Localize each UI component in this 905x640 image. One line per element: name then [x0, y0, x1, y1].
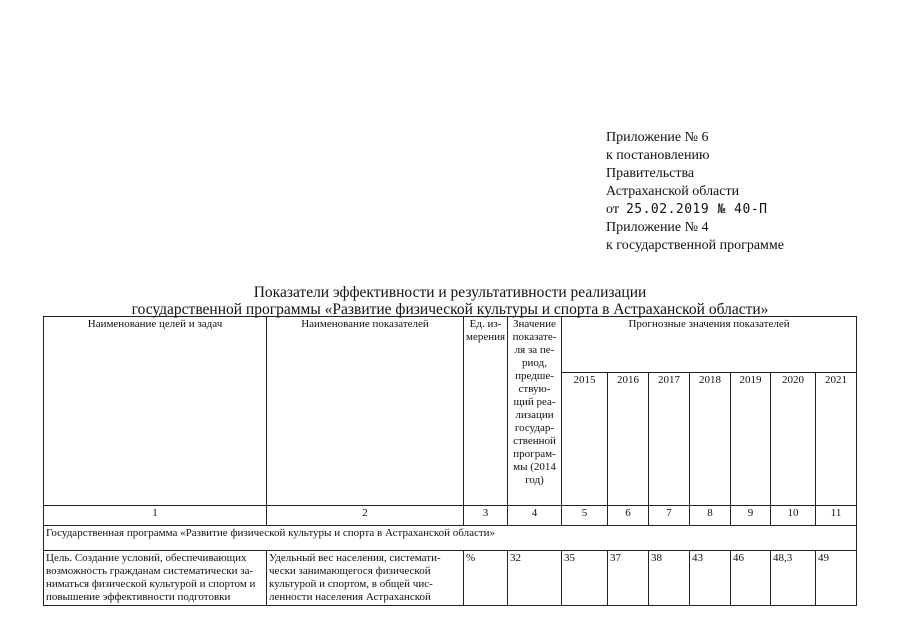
value-cell: 35: [562, 551, 608, 606]
column-number: 2: [267, 506, 464, 526]
goal-text: Цель. Создание условий, обеспечивающих возможность гражданам систематически за-ниматься физической культурой и спортом и повышение эффективности подготовки: [46, 552, 256, 603]
column-number: 11: [816, 506, 857, 526]
header-forecast: Прогнозные значения показателей: [562, 317, 857, 373]
column-number: 4: [508, 506, 562, 526]
value-cell: 46: [731, 551, 771, 606]
header-year: 2015: [562, 373, 608, 506]
goal-cell: [44, 551, 267, 606]
indicators-table: [43, 316, 857, 606]
annex-line: Приложение № 6: [606, 130, 709, 145]
column-number: 10: [771, 506, 816, 526]
column-number: 3: [464, 506, 508, 526]
header-base-value: Значение показате-ля за пе-риод, предше-ствую-щий реа-лизации государ-ственной програм-мы (2014 год): [508, 317, 562, 506]
header-year: 2018: [690, 373, 731, 506]
document-title: Показатели эффективности и результативности реализации: [253, 284, 647, 301]
column-number: 6: [608, 506, 649, 526]
header-year: 2021: [816, 373, 857, 506]
annex-date-line: [606, 201, 784, 219]
value-cell: 37: [608, 551, 649, 606]
indicator-cell: [267, 551, 464, 606]
annex-line: Приложение № 4: [606, 220, 709, 235]
header-goals-tasks: Наименование целей и задач: [44, 317, 267, 506]
column-number: 9: [731, 506, 771, 526]
annex-line: к постановлению: [606, 148, 710, 163]
value-cell: 43: [690, 551, 731, 606]
header-year: 2017: [649, 373, 690, 506]
base-value-cell: 32: [508, 551, 562, 606]
header-unit: Ед. из-мерения: [464, 317, 508, 506]
annex-date-prefix: от: [606, 202, 619, 217]
annex-handwritten-date: 25.02.2019 № 40-П: [625, 202, 768, 217]
value-cell: 38: [649, 551, 690, 606]
value-cell: 49: [816, 551, 857, 606]
header-year: 2020: [771, 373, 816, 506]
column-number: 7: [649, 506, 690, 526]
annex-line: к государственной программе: [606, 238, 784, 253]
header-indicators: Наименование показателей: [267, 317, 464, 506]
unit-cell: %: [464, 551, 508, 606]
program-row: Государственная программа «Развитие физической культуры и спорта в Астраханской области»: [44, 526, 857, 551]
header-year: 2019: [731, 373, 771, 506]
annex-line: Правительства: [606, 166, 695, 181]
column-number: 1: [44, 506, 267, 526]
document-subtitle: государственной программы «Развитие физической культуры и спорта в Астраханской области»: [131, 301, 769, 318]
indicator-text: Удельный вес населения, системати-чески занимающегося физической культурой и спортом, в общей чис-ленности населения Астраханской: [269, 552, 441, 603]
header-year: 2016: [608, 373, 649, 506]
value-cell: 48,3: [771, 551, 816, 606]
annex-line: Астраханской области: [606, 184, 740, 199]
annex-block: [606, 129, 784, 255]
column-number: 5: [562, 506, 608, 526]
column-number: 8: [690, 506, 731, 526]
